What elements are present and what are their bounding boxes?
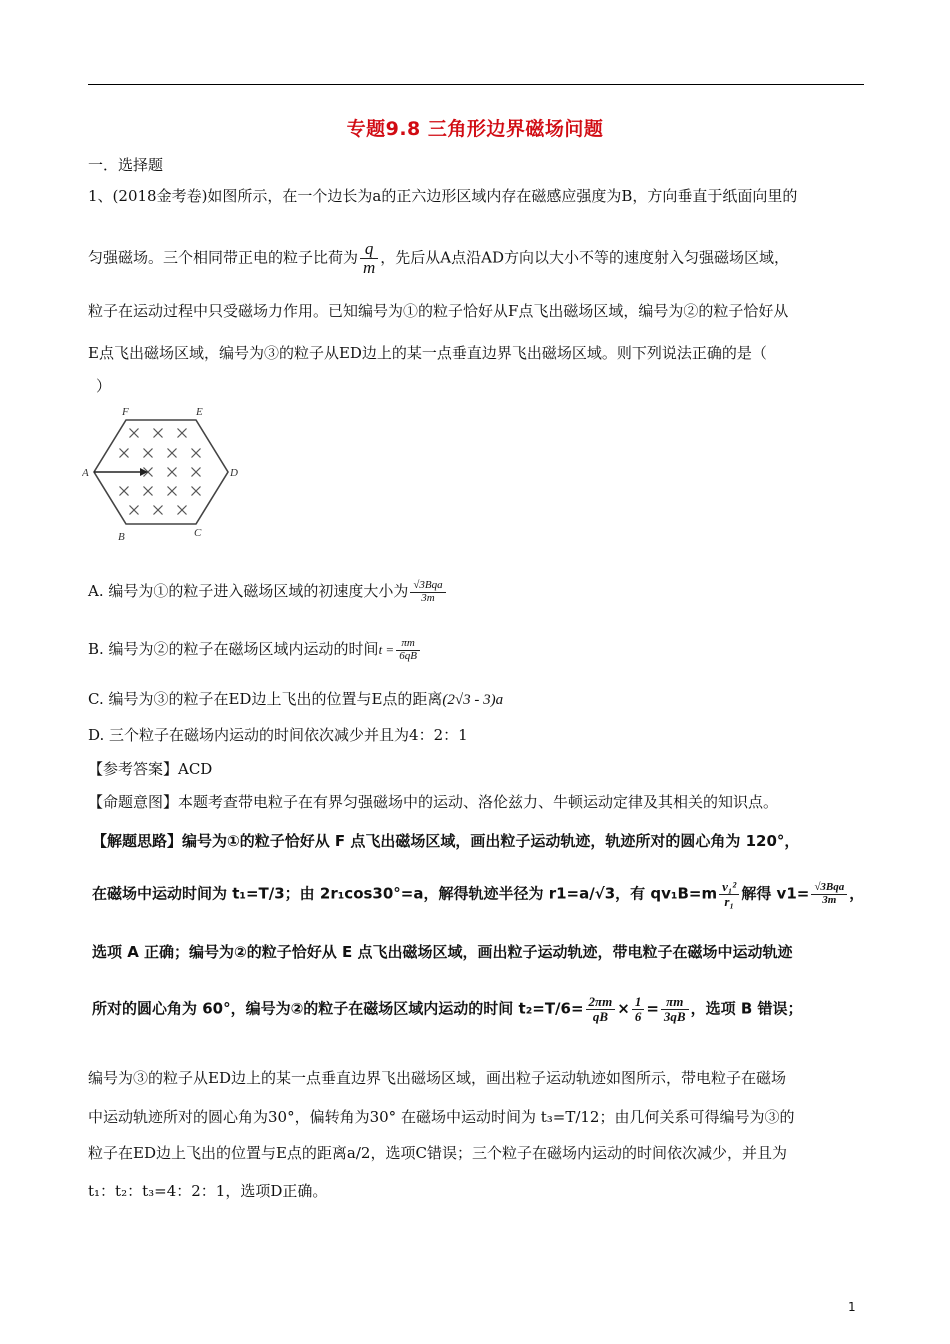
solution-line-1: 【解题思路】编号为①的粒子恰好从 F 点飞出磁场区域，画出粒子运动轨迹，轨迹所对的圆心角为 120°，: [92, 832, 800, 850]
question-line-3: 粒子在运动过程中只受磁场力作用。已知编号为①的粒子恰好从F点飞出磁场区域，编号为②的粒子恰好从: [88, 302, 789, 320]
option-c: C. 编号为③的粒子在ED边上飞出的位置与E点的距离(2√3 - 3)a: [88, 690, 504, 708]
label-C: C: [194, 527, 202, 539]
option-c-distance: (2√3 - 3)a: [442, 692, 504, 708]
label-D: D: [230, 467, 238, 479]
solution-line-2: 在磁场中运动时间为 t₁=T/3；由 2r₁cos30°=a，解得轨迹半径为 r1=a/√3，有 qv₁B=m $\frac{\text{v₁²}}{\text{r₁}}$ 解得 v1= $\frac{\text{√3Bqa}}{3m}$ ，: [92, 879, 865, 909]
solution-line-4: 所对的圆心角为 60°，编号为②的粒子在磁场区域内运动的时间 t₂=T/6= $\frac{2\pi m}{qB}$ × $\frac{1}{6}$ = $\frac{\pi m}{3qB}$ ，选项 B 错误；: [92, 994, 803, 1024]
section-heading: 一．选择题: [88, 156, 164, 174]
question-line-4: E点飞出磁场区域，编号为③的粒子从ED边上的某一点垂直边界飞出磁场区域。则下列说法正确的是（: [88, 344, 767, 362]
solution-line-3: 选项 A 正确；编号为②的粒子恰好从 E 点飞出磁场区域，画出粒子运动轨迹，带电粒子在磁场中运动轨迹: [92, 943, 793, 961]
paragraph-line-1: 编号为③的粒子从ED边上的某一点垂直边界飞出磁场区域，画出粒子运动轨迹如图所示，带电粒子在磁场: [88, 1069, 786, 1087]
question-line-2: 匀强磁场。三个相同带正电的粒子比荷为 $\frac{q}{m}$ ，先后从A点沿AD方向以大小不等的速度射入匀强磁场区域，: [88, 239, 789, 277]
label-B: B: [118, 531, 125, 543]
header-rule: [88, 84, 864, 85]
page-number: 1: [848, 1300, 856, 1314]
paragraph-line-3: 粒子在ED边上飞出的位置与E点的距离a/2，选项C错误；三个粒子在磁场内运动的时间依次减少，并且为: [88, 1144, 787, 1162]
reference-answer: 【参考答案】ACD: [88, 760, 213, 778]
label-F: F: [122, 406, 129, 418]
option-b: B. 编号为②的粒子在磁场区域内运动的时间t = $\frac{\pi m}{6qB}$: [88, 638, 868, 662]
paragraph-line-4: t₁：t₂：t₃=4：2：1，选项D正确。: [88, 1182, 328, 1200]
option-d: D. 三个粒子在磁场内运动的时间依次减少并且为4：2：1: [88, 726, 468, 744]
option-a-velocity: $\frac{\text{√3Bqa}}{3m}$: [410, 580, 445, 604]
velocity-arrow-head: [140, 468, 148, 476]
question-intent: 【命题意图】本题考查带电粒子在有界匀强磁场中的运动、洛伦兹力、牛顿运动定律及其相关的知识点。: [88, 793, 779, 811]
question-line-5: ）: [96, 377, 112, 395]
paragraph-line-2: 中运动轨迹所对的圆心角为30°，偏转角为30° 在磁场中运动时间为 t₃=T/12；由几何关系可得编号为③的: [88, 1108, 795, 1126]
option-a: A. 编号为①的粒子进入磁场区域的初速度大小为 $\frac{\text{√3Bqa}}{3m}$: [88, 580, 868, 604]
hexagon-field-figure: [82, 400, 242, 550]
question-line-1: 1、(2018金考卷)如图所示，在一个边长为a的正六边形区域内存在磁感应强度为B，方向垂直于纸面向里的: [88, 187, 798, 205]
page-title: 专题9.8 三角形边界磁场问题: [346, 118, 604, 140]
label-E: E: [196, 406, 203, 418]
charge-mass-ratio: $\frac{q}{m}$: [360, 240, 378, 277]
label-A: A: [82, 467, 89, 479]
option-b-time: $\frac{\pi m}{6qB}$: [396, 638, 420, 662]
